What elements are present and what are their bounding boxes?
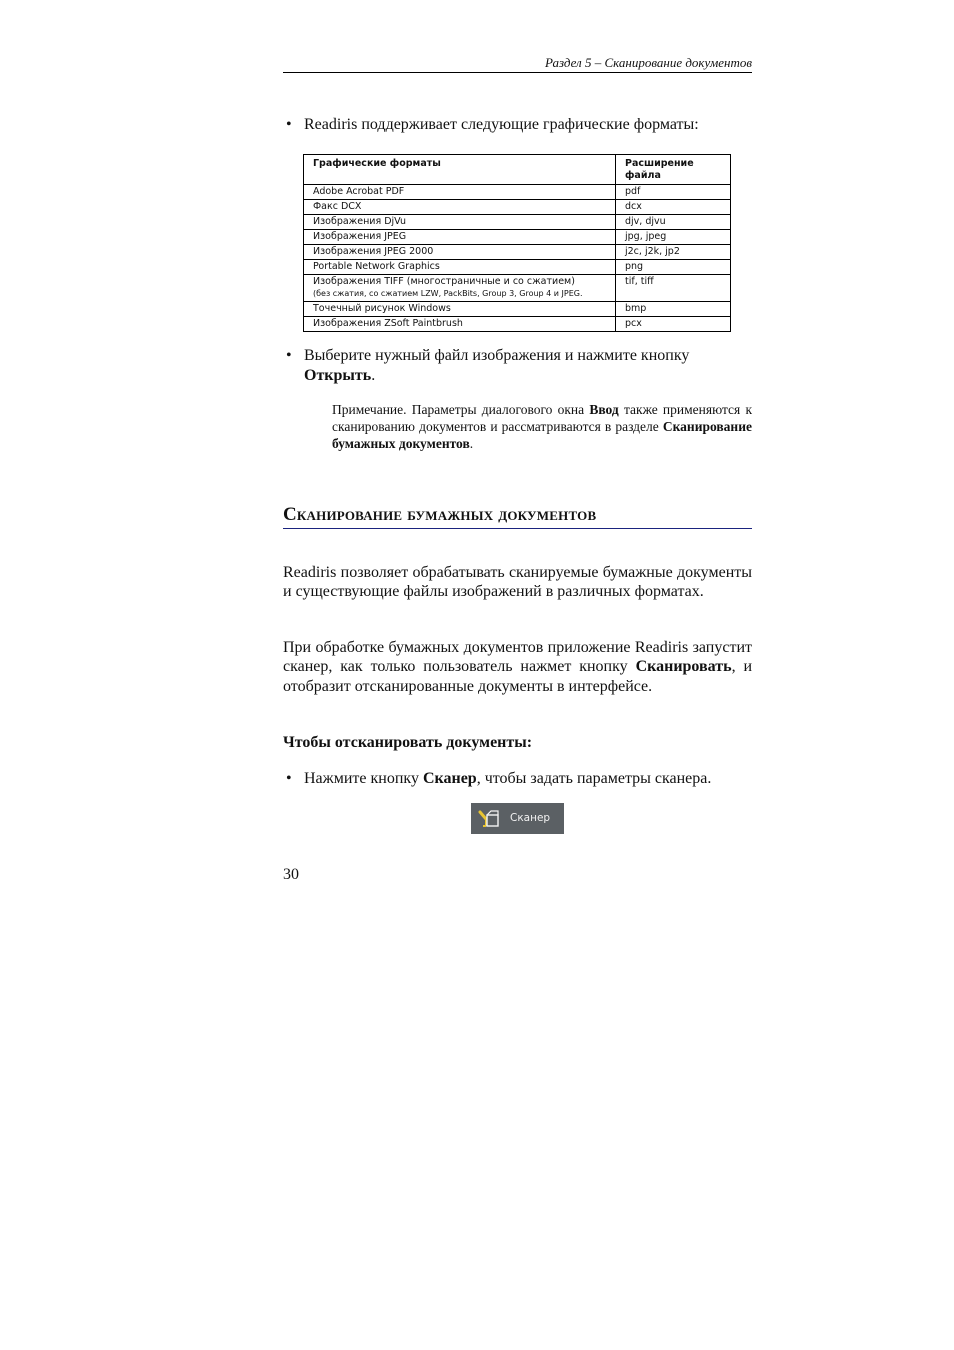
format-extension: pcx xyxy=(616,317,731,332)
running-header xyxy=(283,54,752,73)
format-name: Точечный рисунок Windows xyxy=(304,302,616,317)
running-title: Раздел 5 – Сканирование документов xyxy=(545,55,752,70)
bullet-glyph: • xyxy=(286,116,292,133)
scan-button-reference: Сканировать xyxy=(635,658,732,676)
format-name: Adobe Acrobat PDF xyxy=(304,185,616,200)
note-text-1: Примечание. Параметры диалогового окна xyxy=(332,402,585,417)
scanner-step-text-a: Нажмите кнопку xyxy=(304,770,419,787)
format-extension: png xyxy=(616,260,731,275)
section-title xyxy=(283,502,752,529)
bullet-glyph: • xyxy=(286,770,292,787)
paragraph-1 xyxy=(283,563,752,602)
table-row xyxy=(304,215,731,230)
formats-intro-text: Readiris поддерживает следующие графические форматы: xyxy=(304,116,699,133)
format-extension: bmp xyxy=(616,302,731,317)
format-extension: j2c, j2k, jp2 xyxy=(616,245,731,260)
format-extension: pdf xyxy=(616,185,731,200)
bullet-glyph: • xyxy=(286,347,292,364)
paragraph-2-text-a: При обработке бумажных документов приложение Readiris запустит сканер, как только пользователь нажмет кнопку xyxy=(283,639,752,676)
table-row xyxy=(304,245,731,260)
note-bold-section-link: Сканирование бумажных документов xyxy=(332,419,752,451)
table-row xyxy=(304,275,731,302)
table-row xyxy=(304,185,731,200)
subheading xyxy=(283,733,532,753)
format-name: Факс DCX xyxy=(304,200,616,215)
format-note: (без сжатия, со сжатием LZW, PackBits, Group 3, Group 4 и JPEG. xyxy=(313,289,583,298)
note-block xyxy=(332,401,752,452)
select-file-bullet xyxy=(286,346,734,386)
table-row xyxy=(304,200,731,215)
note-text-2: также применяются к сканированию документов и рассматриваются в разделе xyxy=(332,402,753,434)
scanner-icon xyxy=(478,808,500,828)
scanner-button-reference: Сканер xyxy=(422,770,477,787)
scanner-button[interactable] xyxy=(471,803,564,834)
table-row xyxy=(304,230,731,245)
scanner-step-bullet xyxy=(286,769,752,789)
format-name: Изображения JPEG 2000 xyxy=(304,245,616,260)
page-number xyxy=(283,866,299,884)
format-extension: djv, djvu xyxy=(616,215,731,230)
paragraph-2-text-b: , и отобразит отсканированные документы в интерфейсе. xyxy=(283,658,753,695)
format-extension: tif, tiff xyxy=(616,275,731,302)
paragraph-2 xyxy=(283,638,752,696)
select-file-text: Выберите нужный файл изображения и нажмите кнопку xyxy=(304,347,690,364)
table-header-extension: Расширение файла xyxy=(616,155,731,185)
select-file-tail: . xyxy=(371,367,376,384)
formats-table xyxy=(303,154,731,332)
format-name: Portable Network Graphics xyxy=(304,260,616,275)
format-name: Изображения JPEG xyxy=(304,230,616,245)
paragraph-1-text: Readiris позволяет обрабатывать сканируемые бумажные документы и существующие файлы изображений в различных форматах. xyxy=(283,564,752,601)
format-name: Изображения ZSoft Paintbrush xyxy=(304,317,616,332)
formats-intro-bullet xyxy=(286,115,752,135)
scanner-step-text-b: , чтобы задать параметры сканера. xyxy=(476,770,712,787)
table-row xyxy=(304,260,731,275)
section-title-text: Сканирование бумажных документов xyxy=(283,504,597,525)
format-cell xyxy=(304,275,616,302)
table-row xyxy=(304,317,731,332)
format-name: Изображения DjVu xyxy=(304,215,616,230)
note-text-3: . xyxy=(469,436,474,451)
open-button-reference: Открыть xyxy=(304,367,372,384)
format-extension: jpg, jpeg xyxy=(616,230,731,245)
page-number-text: 30 xyxy=(283,866,299,883)
scanner-button-label: Сканер xyxy=(510,812,551,824)
table-header-row xyxy=(304,155,731,185)
format-name: Изображения TIFF (многостраничные и со сжатием) xyxy=(313,276,575,287)
subheading-text: Чтобы отсканировать документы: xyxy=(283,734,533,751)
table-header-format: Графические форматы xyxy=(304,155,616,185)
format-extension: dcx xyxy=(616,200,731,215)
note-bold-enter: Ввод xyxy=(589,402,619,417)
table-row xyxy=(304,302,731,317)
